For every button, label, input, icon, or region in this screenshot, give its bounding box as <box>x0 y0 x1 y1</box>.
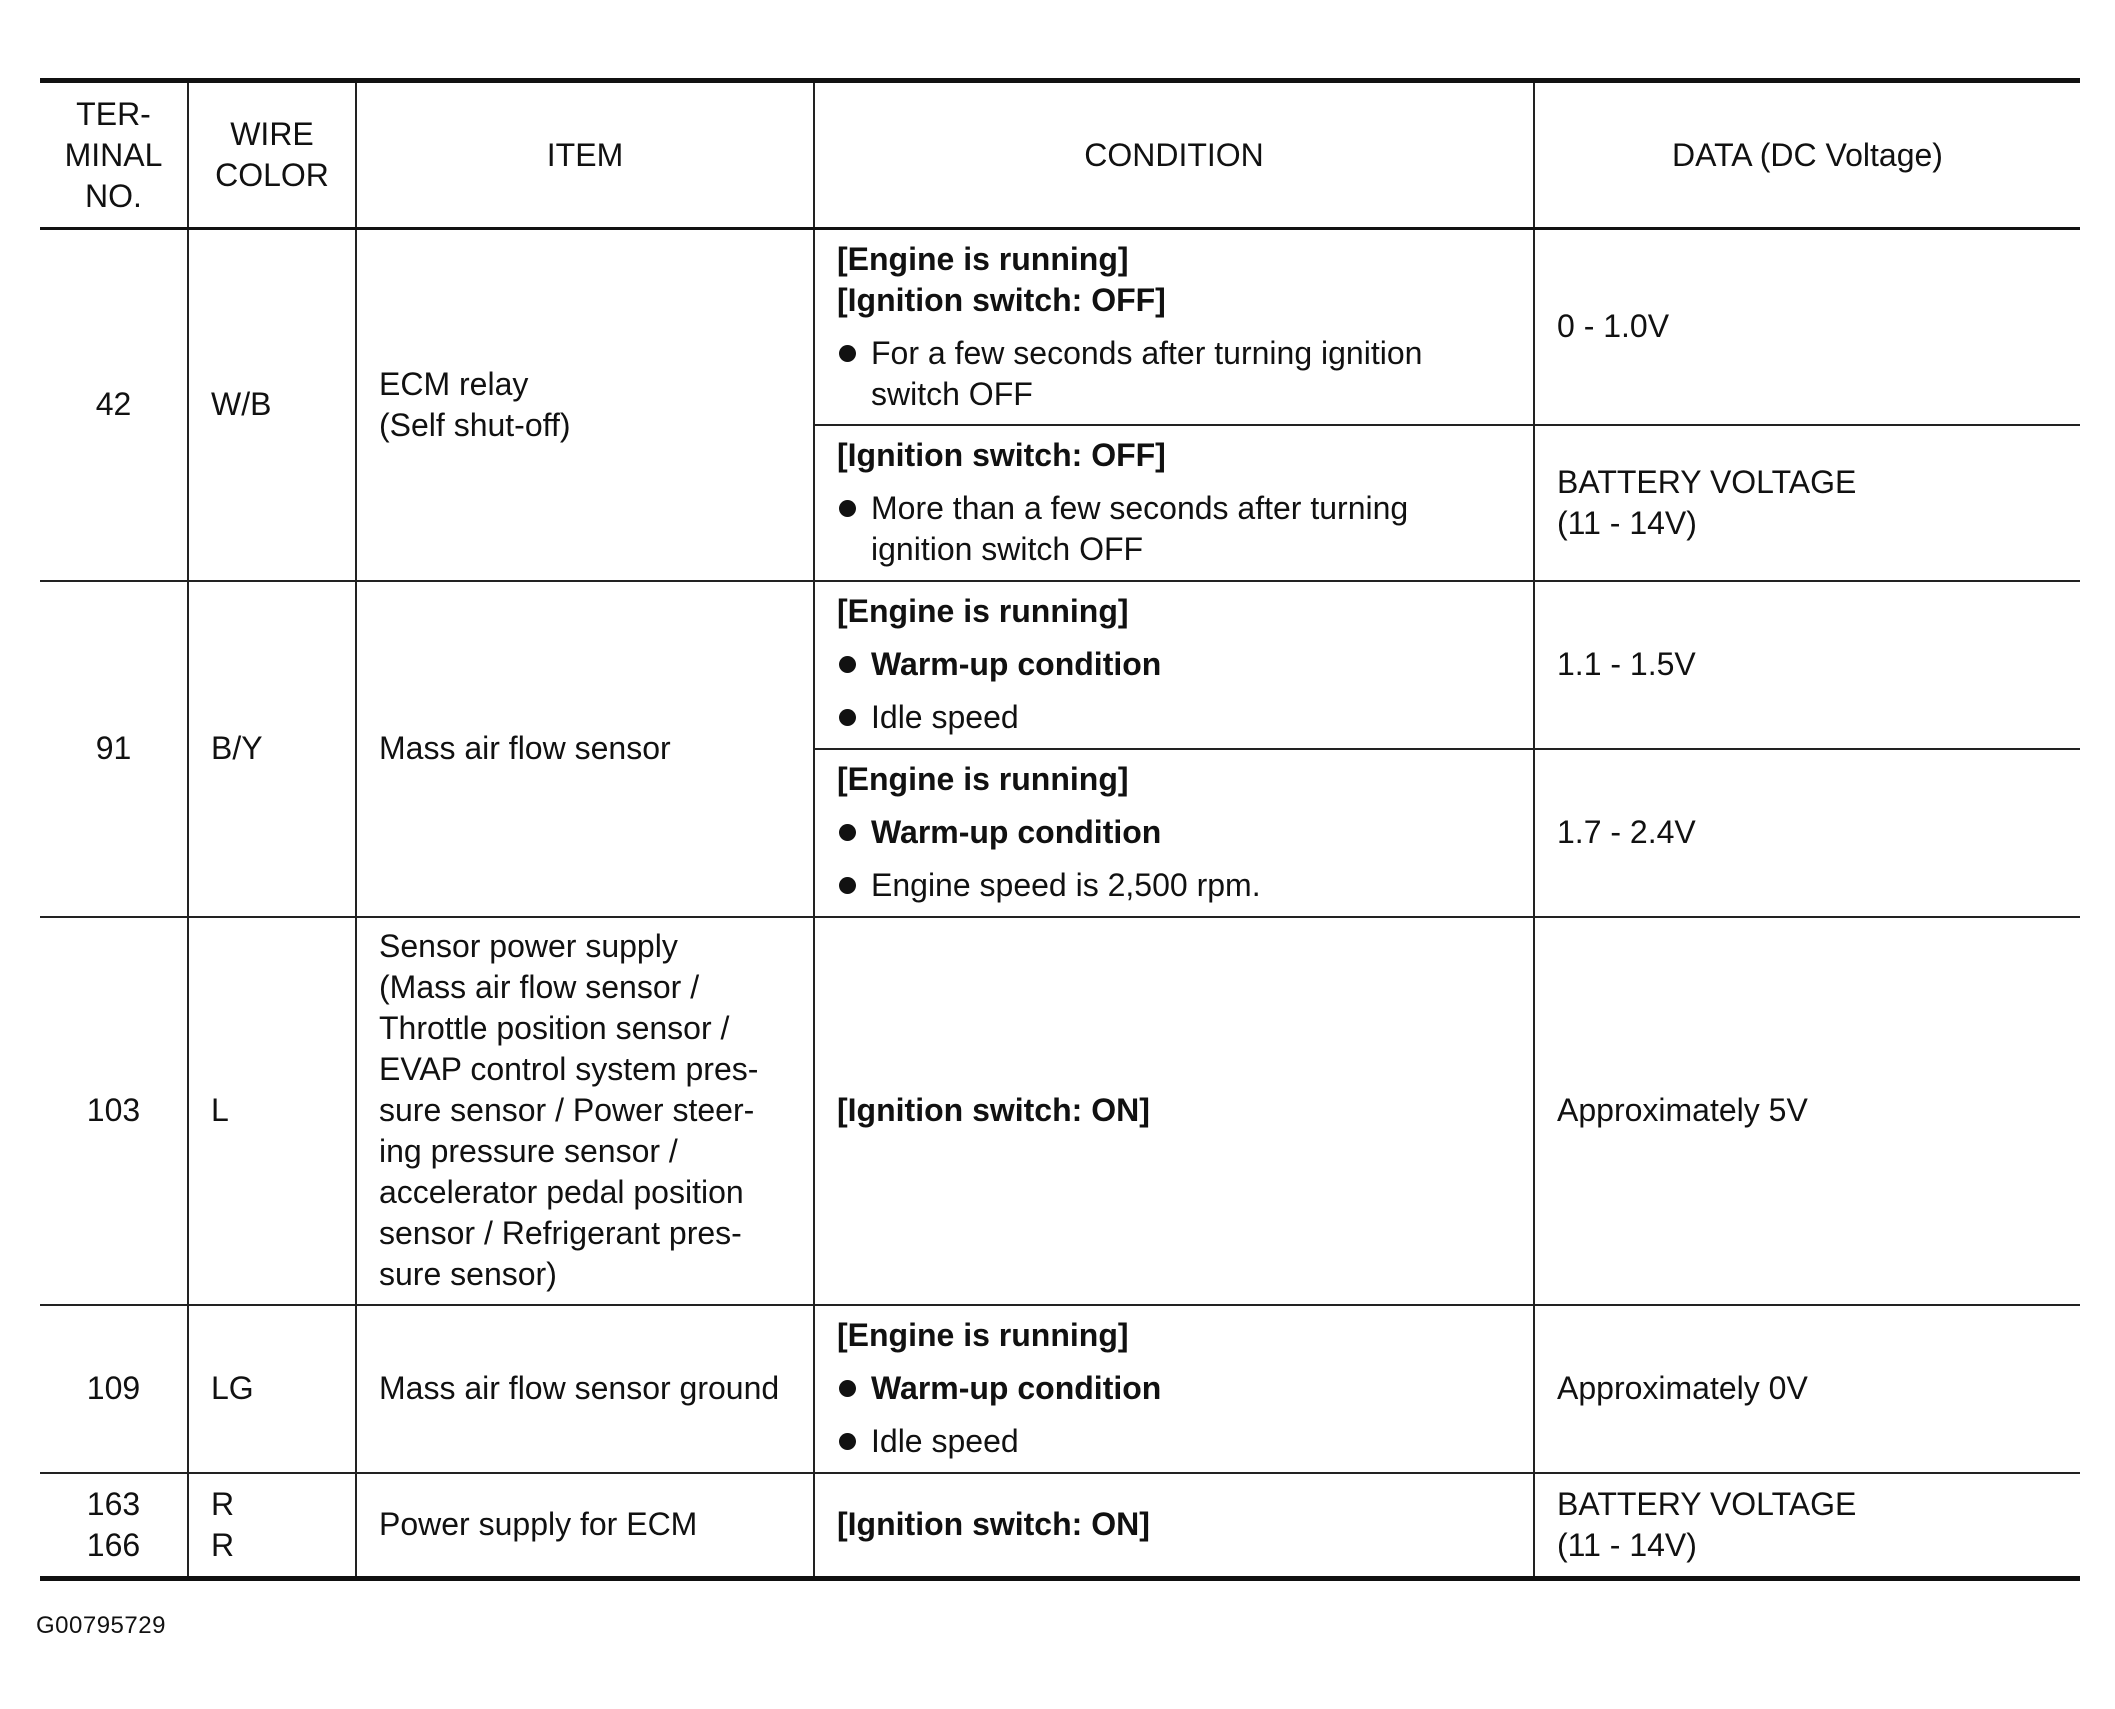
terminal-no-cell <box>40 917 188 1305</box>
wire-color-cell <box>188 229 356 581</box>
header-terminal-line-3: NO. <box>85 177 142 214</box>
terminal-no-cell <box>40 581 188 917</box>
header-condition: CONDITION <box>814 81 1534 229</box>
condition-bullet <box>837 333 1511 415</box>
wire-color: R <box>211 1526 235 1563</box>
condition-cell <box>814 229 1534 425</box>
figure-id: G00795729 <box>36 1612 166 1639</box>
condition-bullet-text: Idle speed <box>871 1423 1019 1459</box>
terminal-no: 42 <box>95 386 132 423</box>
condition-bullet-text: Engine speed is 2,500 rpm. <box>871 867 1261 903</box>
condition-bullet <box>837 697 1511 738</box>
table-row <box>40 581 2080 749</box>
terminal-no-cell <box>40 229 188 581</box>
item-text: sure sensor) <box>379 1256 557 1292</box>
ecm-terminal-table <box>40 78 2080 1581</box>
condition-heading: [Ignition switch: OFF] <box>837 281 1166 318</box>
data-voltage-cell <box>1534 581 2080 749</box>
table-row <box>40 1305 2080 1473</box>
bullet-dot-icon <box>839 1433 856 1450</box>
bullet-dot-icon <box>839 345 856 362</box>
condition-cell <box>814 1305 1534 1473</box>
condition-heading: [Ignition switch: ON] <box>837 1092 1150 1128</box>
header-row <box>40 81 2080 229</box>
item-text: ing pressure sensor / <box>379 1133 678 1169</box>
wire-color-cell <box>188 1305 356 1473</box>
wire-color-cell <box>188 581 356 917</box>
condition-bullet-text: Warm-up condition <box>871 646 1162 682</box>
wire-color: LG <box>211 1370 254 1406</box>
data-voltage-cell <box>1534 1473 2080 1579</box>
data-voltage-cell <box>1534 229 2080 425</box>
item-text: sure sensor / Power steer- <box>379 1092 755 1128</box>
item-text: accelerator pedal position <box>379 1174 744 1210</box>
table-row <box>40 917 2080 1305</box>
item-cell <box>356 229 814 581</box>
terminal-no: 91 <box>95 730 132 766</box>
condition-bullet-text: Warm-up condition <box>871 814 1162 850</box>
terminal-no: 163 <box>86 1485 141 1522</box>
item-text: Sensor power supply <box>379 928 678 964</box>
data-voltage-cell <box>1534 749 2080 917</box>
item-text: (Self shut-off) <box>379 406 571 443</box>
bullet-dot-icon <box>839 709 856 726</box>
item-text: EVAP control system pres- <box>379 1051 759 1087</box>
terminal-no: 109 <box>86 1370 141 1406</box>
condition-bullet-text: Idle speed <box>871 699 1019 735</box>
data-voltage-cell <box>1534 917 2080 1305</box>
header-wire-color <box>188 81 356 229</box>
condition-bullet <box>837 644 1511 685</box>
header-data: DATA (DC Voltage) <box>1534 81 2080 229</box>
header-item: ITEM <box>356 81 814 229</box>
condition-bullet <box>837 812 1511 853</box>
wire-color: W/B <box>211 386 272 423</box>
bullet-dot-icon <box>839 877 856 894</box>
item-cell <box>356 1473 814 1579</box>
condition-heading: [Engine is running] <box>837 1317 1129 1353</box>
item-text: Power supply for ECM <box>379 1506 698 1543</box>
header-wire-line-2: COLOR <box>215 157 329 193</box>
table-row <box>40 229 2080 425</box>
data-voltage: 1.1 - 1.5V <box>1557 646 1696 682</box>
bullet-dot-icon <box>839 500 856 517</box>
condition-heading: [Ignition switch: OFF] <box>837 437 1166 473</box>
condition-bullet <box>837 865 1511 906</box>
condition-cell <box>814 581 1534 749</box>
data-voltage: (11 - 14V) <box>1557 1526 1697 1563</box>
wire-color: B/Y <box>211 730 263 766</box>
condition-bullet-text: Warm-up condition <box>871 1370 1162 1406</box>
condition-cell <box>814 1473 1534 1579</box>
item-text: Mass air flow sensor ground <box>379 1370 780 1406</box>
data-voltage-cell <box>1534 425 2080 581</box>
data-voltage: (11 - 14V) <box>1557 504 1697 541</box>
item-text: (Mass air flow sensor / <box>379 969 700 1005</box>
data-voltage: Approximately 0V <box>1557 1370 1808 1406</box>
condition-cell <box>814 749 1534 917</box>
item-text: ECM relay <box>379 365 529 402</box>
condition-bullet-text: More than a few seconds after turning ignition switch OFF <box>871 490 1409 567</box>
wire-color: L <box>211 1092 229 1128</box>
data-voltage: BATTERY VOLTAGE <box>1557 1485 1857 1522</box>
condition-bullet <box>837 488 1511 570</box>
terminal-data-sheet <box>40 78 2080 1581</box>
wire-color: R <box>211 1485 235 1522</box>
terminal-no-cell <box>40 1473 188 1579</box>
condition-heading: [Engine is running] <box>837 593 1129 629</box>
bullet-dot-icon <box>839 824 856 841</box>
bullet-dot-icon <box>839 656 856 673</box>
condition-bullet <box>837 1421 1511 1462</box>
data-voltage: BATTERY VOLTAGE <box>1557 463 1857 500</box>
header-wire-line-1: WIRE <box>230 116 314 152</box>
item-cell <box>356 581 814 917</box>
data-voltage: 1.7 - 2.4V <box>1557 814 1696 850</box>
condition-heading: [Ignition switch: ON] <box>837 1506 1150 1543</box>
wire-color-cell <box>188 1473 356 1579</box>
header-terminal-line-2: MINAL <box>64 136 163 173</box>
terminal-no: 103 <box>86 1092 141 1128</box>
condition-cell <box>814 917 1534 1305</box>
item-text: Mass air flow sensor <box>379 730 671 766</box>
data-voltage: 0 - 1.0V <box>1557 308 1670 345</box>
header-terminal-line-1: TER- <box>76 95 151 132</box>
terminal-no: 166 <box>86 1526 141 1563</box>
condition-bullet-text: For a few seconds after turning ignition switch OFF <box>871 334 1423 412</box>
item-cell <box>356 917 814 1305</box>
table-row <box>40 1473 2080 1579</box>
condition-bullet <box>837 1368 1511 1409</box>
table-body <box>40 229 2080 1579</box>
header-terminal-no <box>40 81 188 229</box>
condition-heading: [Engine is running] <box>837 761 1129 797</box>
item-text: sensor / Refrigerant pres- <box>379 1215 742 1251</box>
item-cell <box>356 1305 814 1473</box>
data-voltage: Approximately 5V <box>1557 1092 1808 1128</box>
condition-cell <box>814 425 1534 581</box>
data-voltage-cell <box>1534 1305 2080 1473</box>
bullet-dot-icon <box>839 1380 856 1397</box>
terminal-no-cell <box>40 1305 188 1473</box>
item-text: Throttle position sensor / <box>379 1010 730 1046</box>
wire-color-cell <box>188 917 356 1305</box>
condition-heading: [Engine is running] <box>837 240 1129 277</box>
